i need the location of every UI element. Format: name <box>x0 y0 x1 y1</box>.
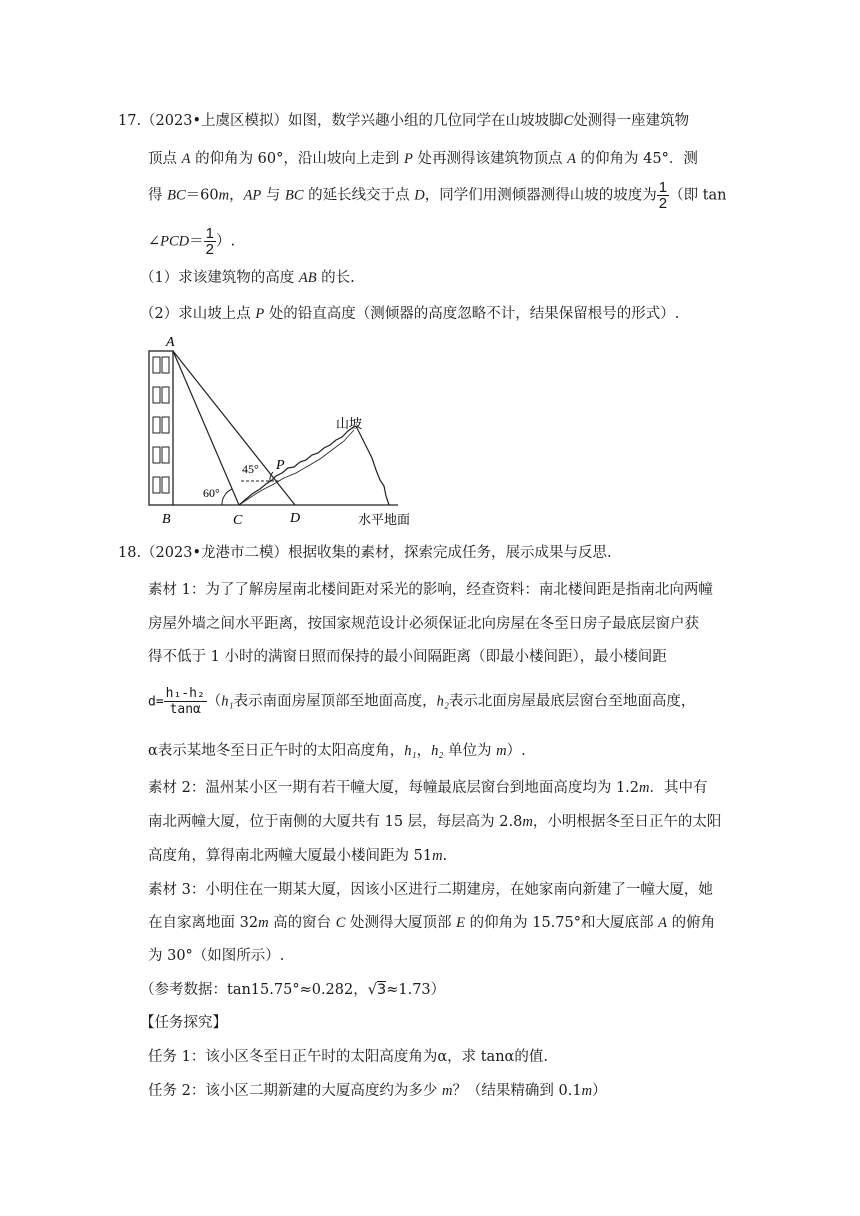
label-A: A <box>166 335 175 350</box>
fraction-one-half: $\frac{1}{2}$ <box>658 179 668 212</box>
q18-material-2-line-1: 素材 2：温州某小区一期有若干幢大厦，每幢最底层窗台到地面高度均为 1.2m．其中有 <box>148 780 708 796</box>
q17-line-3: 得 BC＝60m，AP 与 BC 的延长线交于点 D，同学们用测倾器测得山坡的坡度为 $\frac{1}{2}$ （即 tan <box>148 179 727 212</box>
label-angle-45: 45° <box>242 462 259 476</box>
label-B: B <box>162 512 171 527</box>
q17-figure <box>140 330 440 530</box>
q17-line-2: 顶点 A 的仰角为 60°，沿山坡向上走到 P 处再测得该建筑物顶点 A 的仰角为 45°．测 <box>148 151 698 167</box>
label-ground: 水平地面 <box>358 512 411 527</box>
q17-subquestion-1: （1）求该建筑物的高度 AB 的长. <box>140 270 355 286</box>
q18-task-1: 任务 1：该小区冬至日正午时的太阳高度角为α，求 tanα的值. <box>148 1049 548 1065</box>
q18-task-2: 任务 2：该小区二期新建的大厦高度约为多少 m？（结果精确到 0.1m） <box>148 1083 607 1099</box>
formula-fraction: $\frac{\text{h₁-h₂}}{\tan\alpha}$ <box>165 686 205 717</box>
q18-material-2-line-3: 高度角，算得南北两幢大厦最小楼间距为 51m. <box>148 848 448 864</box>
q18-material-3-line-3: 为 30°（如图所示）. <box>148 948 285 964</box>
q17-line-1: 17.（2023•上虞区模拟）如图，数学兴趣小组的几位同学在山坡坡脚C处测得一座建筑物 <box>118 113 690 129</box>
label-slope: 山坡 <box>336 416 363 431</box>
q18-material-1-line-3: 得不低于 1 小时的满窗日照而保持的最小间隔距离（即最小楼间距），最小楼间距 <box>148 649 667 665</box>
q18-material-1-line-5: α表示某地冬至日正午时的太阳高度角，h₁，h₂ 单位为 m）. <box>148 743 526 759</box>
building-windows <box>153 357 169 493</box>
fraction-one-half: $\frac{1}{2}$ <box>205 225 214 258</box>
label-P: P <box>276 458 285 473</box>
q18-task-heading: 【任务探究】 <box>140 1015 227 1031</box>
angle-60-arc <box>222 489 232 505</box>
q17-line-4: ∠PCD＝ $\frac{1}{2}$ ）. <box>148 225 236 258</box>
q18-material-2-line-2: 南北两幢大厦，位于南侧的大厦共有 15 层，每层高为 2.8m，小明根据冬至日正午的太阳 <box>148 814 722 830</box>
label-D: D <box>290 511 301 526</box>
label-C: C <box>233 513 243 528</box>
q18-line-1: 18.（2023•龙港市二模）根据收集的素材，探索完成任务，展示成果与反思. <box>118 545 612 561</box>
q18-formula-line: d= $\frac{\text{h₁-h₂}}{\tan\alpha}$ （h₁表示南面房屋顶部至地面高度，h₂表示北面房屋最底层窗台至地面高度， <box>148 686 696 717</box>
q18-material-3-line-1: 素材 3：小明住在一期某大厦，因该小区进行二期建房，在她家南向新建了一幢大厦，她 <box>148 882 713 898</box>
q18-material-1-line-2: 房屋外墙之间水平距离，按国家规范设计必须保证北向房屋在冬至日房子最底层窗户获 <box>148 616 699 632</box>
hill-back <box>356 426 389 505</box>
line-AC <box>173 351 239 505</box>
sqrt-symbol: √ <box>367 982 377 998</box>
q18-material-3-line-2: 在自家离地面 32m 高的窗台 C 处测得大厦顶部 E 的仰角为 15.75°和大厦底部 A 的俯角 <box>148 915 716 931</box>
line-AD <box>173 351 295 505</box>
q18-material-1-line-1: 素材 1：为了了解房屋南北楼间距对采光的影响，经查资料：南北楼间距是指南北向两幢 <box>148 582 713 598</box>
q17-subquestion-2: （2）求山坡上点 P 处的铅直高度（测倾器的高度忽略不计，结果保留根号的形式）. <box>140 306 680 322</box>
label-angle-60: 60° <box>203 486 220 500</box>
q18-reference-data: （参考数据：tan15.75°≈0.282，√3≈1.73） <box>140 982 446 998</box>
